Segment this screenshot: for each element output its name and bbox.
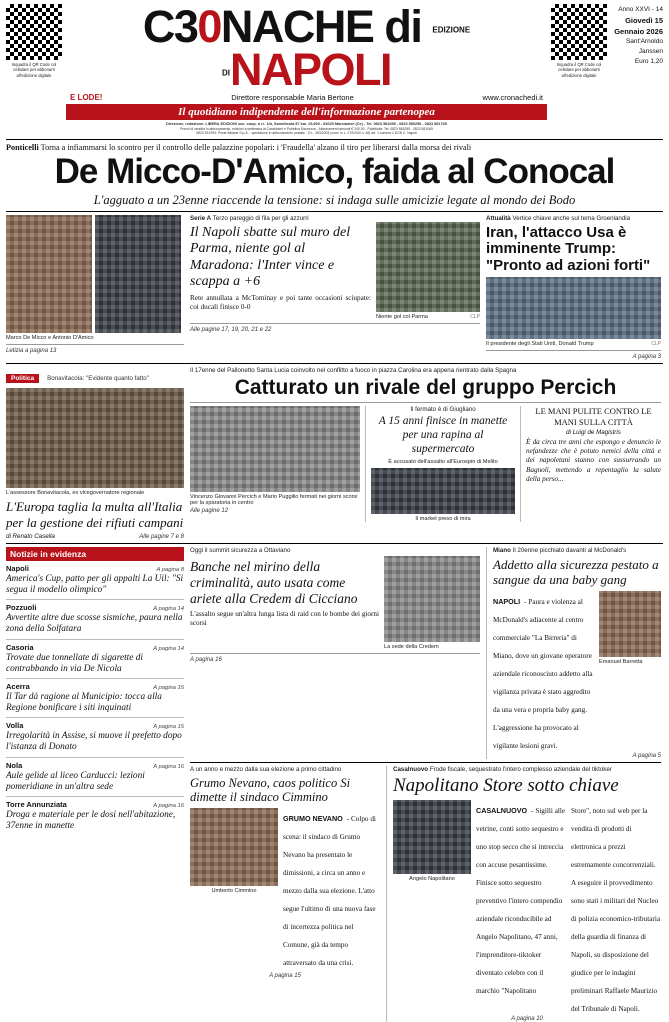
masthead-info-row [66,93,547,102]
world-note: Vertice chiave anche sul tema Groenlandia [512,214,631,222]
napolitano-headline: Napolitano Store sotto chiave [393,774,619,796]
politica-label-row [6,367,184,385]
evidenza-text: Trovate due tonnellate di sigarette di contrabbando in via De Nicola [6,652,143,674]
section-divider-2 [6,543,663,544]
sport-photo-caption [376,314,480,320]
rapina-photo [371,468,515,514]
qr-right-caption: Inquadra il QR Code col cellulare per abbonarti all'edizione digitale [556,62,602,78]
section-divider-3 [190,762,661,763]
banche-pagref: A pagina 16 [190,656,222,663]
world-photo [486,277,661,339]
list-item[interactable] [6,600,184,639]
evidenza-city: Torre Annunziata [6,799,67,809]
masthead-divider [6,139,663,140]
napolitano-photo-caption: Angelo Napolitano [409,876,455,883]
sport-headline: Il Napoli sbatte sul muro del Parma, niente gol al Maradona: l'Inter vince e scappa a +6 [190,224,351,290]
banche-article [190,547,480,759]
lower-section [6,547,663,1022]
top-section [6,215,663,361]
newspaper-logo [66,1,547,95]
lead-photo-caption: Marco De Micco e Antonio D'Amico [6,334,94,341]
world-photo-caption-text: Il presidente degli Stati Uniti, Donald Trump [486,341,594,348]
issue-info [611,4,663,67]
world-headline: Iran, l'attacco Usa è imminente Trump: "Pronto ad azioni forti" [486,223,651,274]
napolitano-article [386,766,661,1022]
direttore-line: Direttore responsabile Maria Bertone [231,92,354,102]
politica-tag: Bonavitacola: "Evidente quanto fatto" [47,375,149,383]
world-photo-caption [486,341,661,347]
qr-right [551,4,607,78]
issue-price: Euro 1,20 [634,57,663,65]
rapina-kicker: Il fermato è di Giugliano [410,406,476,414]
grumo-photo-caption: Umberto Cimmino [211,888,257,895]
editorial-body: È da circa tre anni che espongo e denuncio le nefandezze che è potuto nemici della città e dei napoletani stanno con sussurrando un Bagnoli, mettendo a repentaglio la salute della perso... [526,437,661,484]
website-link[interactable]: www.cronachedi.it [482,92,543,102]
list-item[interactable] [6,758,184,797]
percich-pagref: Alle pagine 12 [190,508,229,515]
politica-byline: di Renato Casella [6,532,55,540]
grumo-headline: Grumo Nevano, caos politico Si dimette il sindaco Cimmino [190,775,351,805]
grumo-kicker: A un anno e mezzo dalla sua elezione a primo cittadino [190,765,342,773]
sport-pagref: Alle pagine 17, 19, 20, 21 e 22 [190,326,272,333]
napolitano-kicker-text: Frode fiscale, sequestrato l'intero complesso aziendale del tiktoker [429,765,612,773]
mcdonald-photo-caption: Emanuel Barretta [599,658,643,665]
percich-columns [190,406,661,521]
divider [190,402,661,403]
evidenza-pag: A pagina 16 [153,802,184,809]
evidenza-city: Napoli [6,563,29,573]
banche-photo [384,556,480,642]
world-pagref: A pagina 3 [632,354,661,361]
mcdonald-article [486,547,661,759]
evidenza-pag: A pagina 15 [153,684,184,691]
issue-saint: Sant'Arnoldo Janssen [625,38,663,55]
rapina-photo-caption: Il market preso di mira [415,515,471,522]
masthead-right [551,4,663,78]
lead-kicker-text: Torna a infiammarsi lo scontro per il controllo delle palazzine popolari: i 'Fraudella' alzano il tiro per liberarsi dalla morsa dei rivali [40,142,472,152]
sport-labels [190,215,480,222]
logo-nache: NACHE di [220,1,433,52]
sport-photo-caption-text: Niente gol col Parma [376,313,428,320]
politica-photo [6,388,184,488]
rapina-caption: È accusato dell'assalto all'Eurospin di Melito [388,458,498,465]
lead-kicker [6,143,663,152]
percich-headline: Catturato un rivale del gruppo Percich [234,376,617,400]
divider [190,653,480,654]
napolitano-kicker [393,766,661,773]
lode-label: E LODE! [70,92,103,102]
lead-pagref: Letizia a pagina 13 [6,347,57,354]
percich-photo-block [190,406,360,521]
qr-code-icon [551,4,607,60]
lead-kicker-bold: Ponticelli [6,142,39,152]
world-label: Attualità [486,214,511,222]
masthead-center [66,1,547,136]
politica-label: Politica [6,374,39,383]
evidenza-pag: A pagina 15 [153,724,184,731]
divider [190,323,480,324]
qr-code-icon [6,4,62,60]
mcdonald-kicker-text: Il 20enne picchiato davanti al McDonald's [512,546,627,554]
evidenza-text: Avvertite altre due scosse sismiche, paura nella zona della Solfatara [6,613,183,635]
evidenza-text: America's Cup, patto per gli appalti La Uil: "Si segua il modello olimpico" [6,573,184,596]
divider [486,350,661,351]
mcdonald-lead-city: NAPOLI [493,596,521,606]
sport-label: Serie A [190,214,212,222]
grumo-body: - Colpo di scena: il sindaco di Grumo Nevano ha presentato le dimissioni, a circa un anno e mezzo dalla sua elezione. L'atto segue l'ultimo di una nuova fase di incertezza politica nel Comune, già da tempo attraversato da una crisi. [283,815,376,968]
sport-photo [376,222,480,312]
napolitano-kicker-bold: Casalnuovo [393,765,429,773]
evidenza-pag: A pagina 16 [153,763,184,770]
percich-article [190,367,661,540]
mcdonald-photo [599,591,661,657]
world-labels [486,215,661,222]
grumo-lead: GRUMO NEVANO [283,814,343,824]
issue-anno: Anno XXVI - 14 [618,6,663,13]
evidenza-city: Pozzuoli [6,603,37,613]
mcdonald-kicker [493,547,661,554]
banche-headline: Banche nel mirino della criminalità, auto usata come ariete alla Credem di Cicciano [190,558,358,606]
evidenza-text: Il Tar dà ragione al Municipio: tocca alla Regione bonificare i siti inquinati [6,691,162,714]
politica-pagref: Alle pagine 7 e 8 [139,533,184,540]
qr-left-caption: Inquadra il QR Code col cellulare per abbonarti all'edizione digitale [11,62,57,78]
mcdonald-body: - Paura e violenza al McDonald's adiacente al centro commerciale "La Birreria" di Miano, dove un giovane operatore aziendale riconosciuto addetto alla vigilanza privata è stato aggredito da una vera e propria baby gang. L'aggressione ha provocato al vigilante lesioni gravi. [493,597,593,750]
page-title: De Micco-D'Amico, faida al Conocal [54,151,615,191]
issue-date: Giovedì 15 Gennaio 2026 [614,15,663,36]
list-item[interactable] [6,797,184,835]
evidenza-pag: A pagina 14 [153,606,184,613]
divider [6,344,184,345]
politica-photo-caption: L'assessore Bonavitacola, ex vicegovernatore regionale [6,490,145,497]
sport-body: Rete annullata a McTominay e poi tante occasioni sciupate: coi ducali finisce 0-0 [190,293,371,312]
editorial-author: di Luigi de Magistris [566,428,621,436]
napolitano-photo [393,800,471,874]
politica-headline: L'Europa taglia la multa all'Italia per la gestione dei rifiuti campani [6,499,184,530]
banche-kicker: Oggi il summit sicurezza a Ottaviano [190,546,291,554]
evidenza-city: Nola [6,760,23,770]
politica-article [6,367,184,540]
banche-photo-caption: La sede della Credem [384,643,439,650]
percich-kicker: Il 17enne del Pallonetto Santa Lucia coinvolto nel conflitto a fuoco in piazza Carolina era appena rientrato dalla Spagna [190,367,517,375]
evidenza-city: Volla [6,721,24,731]
masthead-tagline: Il quotidiano indipendente dell'informazione partenopea [66,104,547,120]
napolitano-body-col1: - Sigilli alle vetrine, conti sotto sequestro e uno stop secco che si intreccia con accuse pesantissime. Finisce sotto sequestro preventivo l'intero compendio aziendale riconducibile ad Angelo Napolitano, 47 anni, l'imprenditore-tiktoker diventato celebre con il marchio "Napolitano [476,807,566,996]
list-item[interactable] [6,679,184,718]
logo-c3: C3 [142,1,198,52]
lead-photo-1 [6,215,92,333]
list-item[interactable] [6,640,184,679]
photo-credit: CLP [651,341,661,348]
legal-info [66,122,547,136]
banche-mcdonald-row [190,547,661,759]
evidenza-text: Droga e materiale per le dosi nell'abitazione, 37enne in manette [6,809,176,831]
evidenza-title: Notizie in evidenza [6,547,184,561]
banche-body: L'assalto segue un'altra lunga lista di raid con le bombe dei giorni scorsi [190,609,379,628]
grumo-article [190,766,380,1022]
world-article [486,215,661,361]
napolitano-lead: CASALNUOVO [476,806,528,816]
evidenza-pag: A pagina 14 [153,645,184,652]
logo-napoli: NAPOLI [229,43,391,95]
mcdonald-kicker-bold: Miano [493,546,511,554]
lower-right-group [190,547,661,1022]
qr-left [6,4,62,78]
lead-divider [6,211,663,212]
masthead [6,1,663,136]
evidenza-city: Casoria [6,642,34,652]
mcdonald-headline: Addetto alla sicurezza pestato a sangue da una baby gang [493,556,659,588]
rapina-article [365,406,515,521]
sport-note: Terzo pareggio di fila per gli azzurri [212,214,309,222]
napolitano-pagref: A pagina 10 [511,1016,543,1022]
legal-line-1: Direzione, redazione: LIBERA EDIZIONI soc. coop. a r.l. 1/b, Sanniticola 87 km. 29,800 - 81025 Marcianise (Ce) - Tel. 0823 581055 - 0823 580255 - 0823 581765 [166,121,447,126]
bottom-row [190,766,661,1022]
percich-photo [190,406,360,492]
logo-zero: 0 [197,1,221,52]
mcdonald-pagref: A pagina 5 [632,752,661,759]
napolitano-body-col2: Store", noto sul web per la vendita di prodotti di elettronica a prezzi estremamente concorrenziali. A eseguire il provvedimento sono stati i militari del Nucleo di polizia economico-tributaria della guardia di finanza di Napoli, su disposizione del giudice per le indagini preliminari Raffaele Maurizio del Tribunale di Napoli. [571,807,661,1014]
rapina-headline: A 15 anni finisce in manette per una rapina al supermercato [378,415,508,455]
legal-line-3: 0823 921993: Poste Italiane S.p.A. - spedizione in abbonamento postale - D.L. 353/2003 (conv. in L. 27/02/04 n. 46) art. 1 comma 1 DCB C. Napoli [196,131,417,136]
lead-photo-2 [95,215,181,333]
lead-photo-column [6,215,184,361]
evidenza-pag: A pagina 8 [156,566,184,573]
lead-subtitle: L'agguato a un 23enne riaccende la tensione: si indaga sulle amicizie legate al mondo dei Bodo [93,192,576,207]
evidenza-text: Irregolarità in Assise, si muove il prefetto dopo l'istanza di Donato [6,731,182,753]
grumo-photo [190,808,278,886]
grumo-pagref: A pagina 15 [269,973,301,980]
editorial [520,406,661,521]
percich-photo-caption: Vincenzo Giovanni Percich e Mario Puggilio fermati nei giorni scorsi per la sparatoria in centro [190,494,358,507]
sport-article [190,215,480,361]
logo-edizione: EDIZIONE DI [221,25,471,78]
middle-section [6,367,663,540]
editorial-title: LE MANI PULITE CONTRO LE MANI SULLA CITTÀ [535,406,652,427]
evidenza-city: Acerra [6,681,30,691]
legal-line-2: Prezzi di vendita in abbonamento, edizioni a settimana ai Carabinieri e Pubblica Sicurezza - Abbonamenti annuali € 240,00 - Pubblicità: Tel. 0823 581055 - 0823 581065 [180,126,433,131]
list-item[interactable] [6,718,184,757]
section-divider [6,363,663,364]
evidenza-box [6,547,184,1022]
evidenza-text: Aule gelide al liceo Carducci: lezioni pomeridiane in un'altra sede [6,770,145,792]
photo-credit: CLP [470,313,480,320]
list-item[interactable] [6,561,184,600]
